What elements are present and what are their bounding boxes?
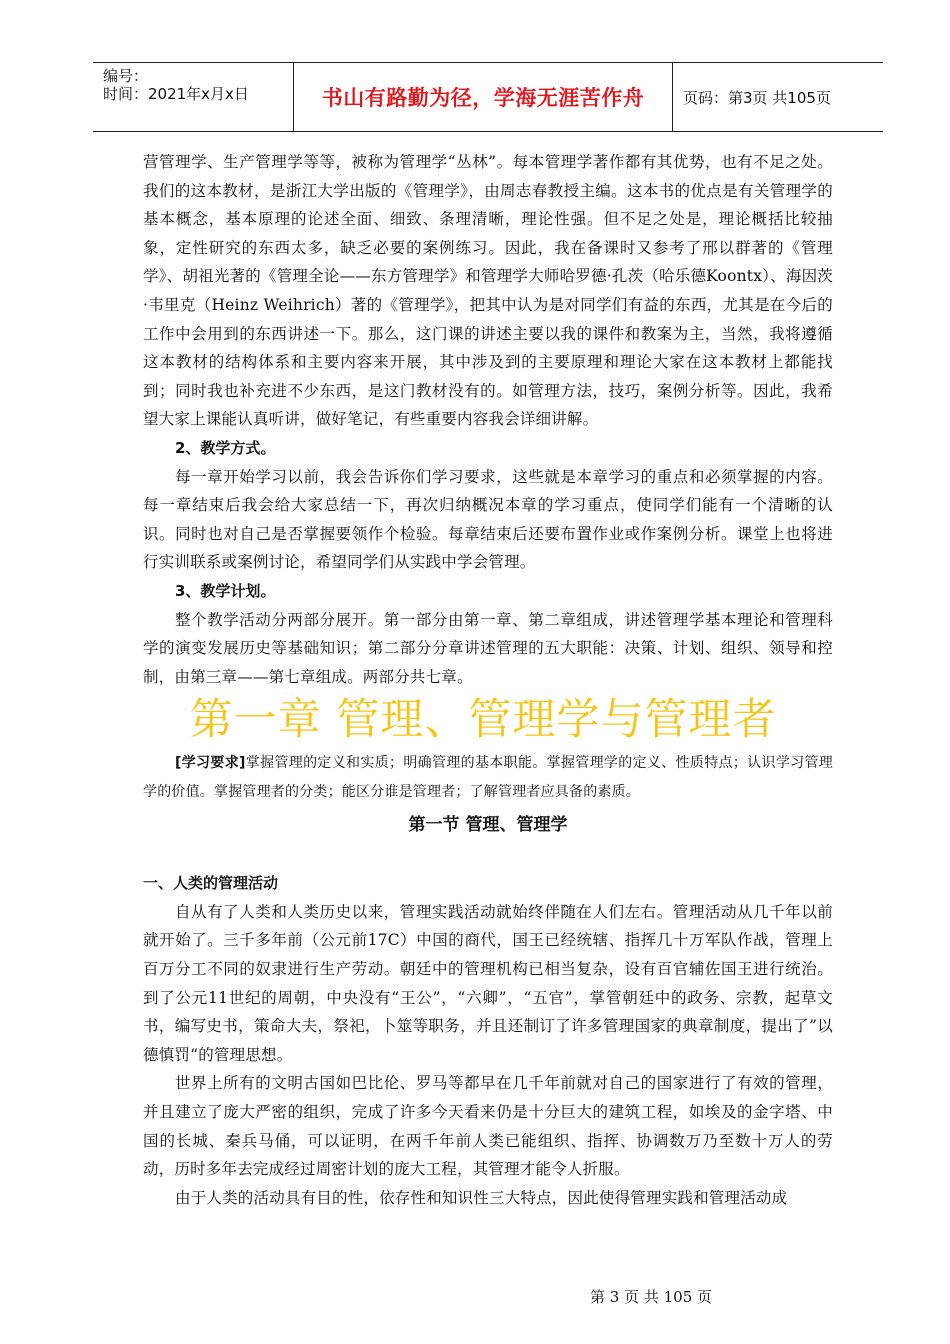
paragraph-history: 自从有了人类和人类历史以来，管理实践活动就始终伴随在人们左右。管理活动从几千年以前就开始了。三千多年前（公元前17C）中国的商代，国王已经统辖、指挥几十万军队作战，管理上百万分工不同的奴隶进行生产劳动。朝廷中的管理机构已相当复杂，设有百官辅佐国王进行统治。到了公元11世纪的周朝，中央没有“王公”，“六卿”，“五官”，掌管朝廷中的政务、宗教，起草文书，编写史书，策命大夫，祭祀，卜筮等职务，并且还制订了许多管理国家的典章制度，提出了”以德慎罚“的管理思想。 (143, 902, 833, 1064)
page-footer-number: 第 3 页 共 105 页 (590, 1288, 713, 1306)
learning-requirements-tag: [学习要求] (175, 755, 246, 772)
paragraph-textbook-intro: 营管理学、生产管理学等等，被称为管理学“丛林”。每本管理学著作都有其优势，也有不足之处。我们的这本教材，是浙江大学出版的《管理学》，由周志春教授主编。这本书的优点是有关管理学的基本概念，基本原理的论述全面、细致、条理清晰，理论性强。但不足之处是，理论概括比较抽象，定性研究的东西太多，缺乏必要的案例练习。因此，我在备课时又参考了邢以群著的《管理学》、胡祖光著的《管理全论——东方管理学》和管理学大师哈罗德·孔茨（哈乐德Koontx）、海因茨·韦里克（Heinz Weihrich）著的《管理学》，把其中认为是对同学们有益的东西，尤其是在今后的工作中会用到的东西讲述一下。那么，这门课的讲述主要以我的课件和教案为主，当然，我将遵循这本教材的结构体系和主要内容来开展，其中涉及到的主要原理和理论大家在这本教材上都能找到；同时我也补充进不少东西，是这门教材没有的。如管理方法，技巧，案例分析等。因此，我希望大家上课能认真听讲，做好笔记，有些重要内容我会详细讲解。 (143, 153, 833, 429)
document-body (143, 148, 833, 1212)
chapter-title: 第一章 管理、管理学与管理者 (189, 695, 777, 746)
header-motto: 书山有路勤为径，学海无涯苦作舟 (294, 63, 673, 131)
learning-requirements-text: 掌握管理的定义和实质；明确管理的基本职能。掌握管理学的定义、性质特点；认识学习管理学的价值。掌握管理者的分类；能区分谁是管理者；了解管理者应具备的素质。 (143, 755, 834, 801)
paragraph-human-activity-traits: 由于人类的活动具有目的性，依存性和知识性三大特点，因此使得管理实践和管理活动成 (175, 1188, 788, 1207)
paragraph-ancient-civilizations: 世界上所有的文明古国如巴比伦、罗马等都早在几千年前就对自己的国家进行了有效的管理，并且建立了庞大严密的组织，完成了许多今天看来仍是十分巨大的建筑工程，如埃及的金字塔、中国的长城、秦兵马俑，可以证明，在两千年前人类已能组织、指挥、协调数万乃至数十万人的劳动，历时多年去完成经过周密计划的庞大工程，其管理才能令人折服。 (143, 1074, 833, 1179)
header-page-number: 页码：第3页 共105页 (683, 88, 831, 107)
heading-teaching-plan: 3、教学计划。 (175, 581, 276, 600)
document-number-label: 编号： (103, 67, 149, 85)
header-meta-cell (93, 63, 294, 131)
heading-teaching-method: 2、教学方式。 (175, 438, 276, 457)
section-title: 第一节 管理、管理学 (408, 815, 568, 836)
page-header (93, 62, 883, 132)
paragraph-teaching-plan: 整个教学活动分两部分展开。第一部分由第一章、第二章组成，讲述管理学基本理论和管理科学的演变发展历史等基础知识；第二部分分章讲述管理的五大职能：决策、计划、组织、领导和控制，由第三章——第七章组成。两部分共七章。 (143, 610, 833, 686)
learning-requirements (143, 749, 833, 807)
heading-human-management-activity: 一、人类的管理活动 (143, 874, 279, 893)
paragraph-teaching-method: 每一章开始学习以前，我会告诉你们学习要求，这些就是本章学习的重点和必须掌握的内容。每一章结束后我会给大家总结一下，再次归纳概况本章的学习重点，使同学们能有一个清晰的认识。同时也对自己是否掌握要领作个检验。每章结束后还要布置作业或作案例分析。课堂上也将进行实训联系或案例讨论，希望同学们从实践中学会管理。 (143, 467, 833, 572)
document-time-label: 时间：2021年x月x日 (103, 85, 249, 103)
